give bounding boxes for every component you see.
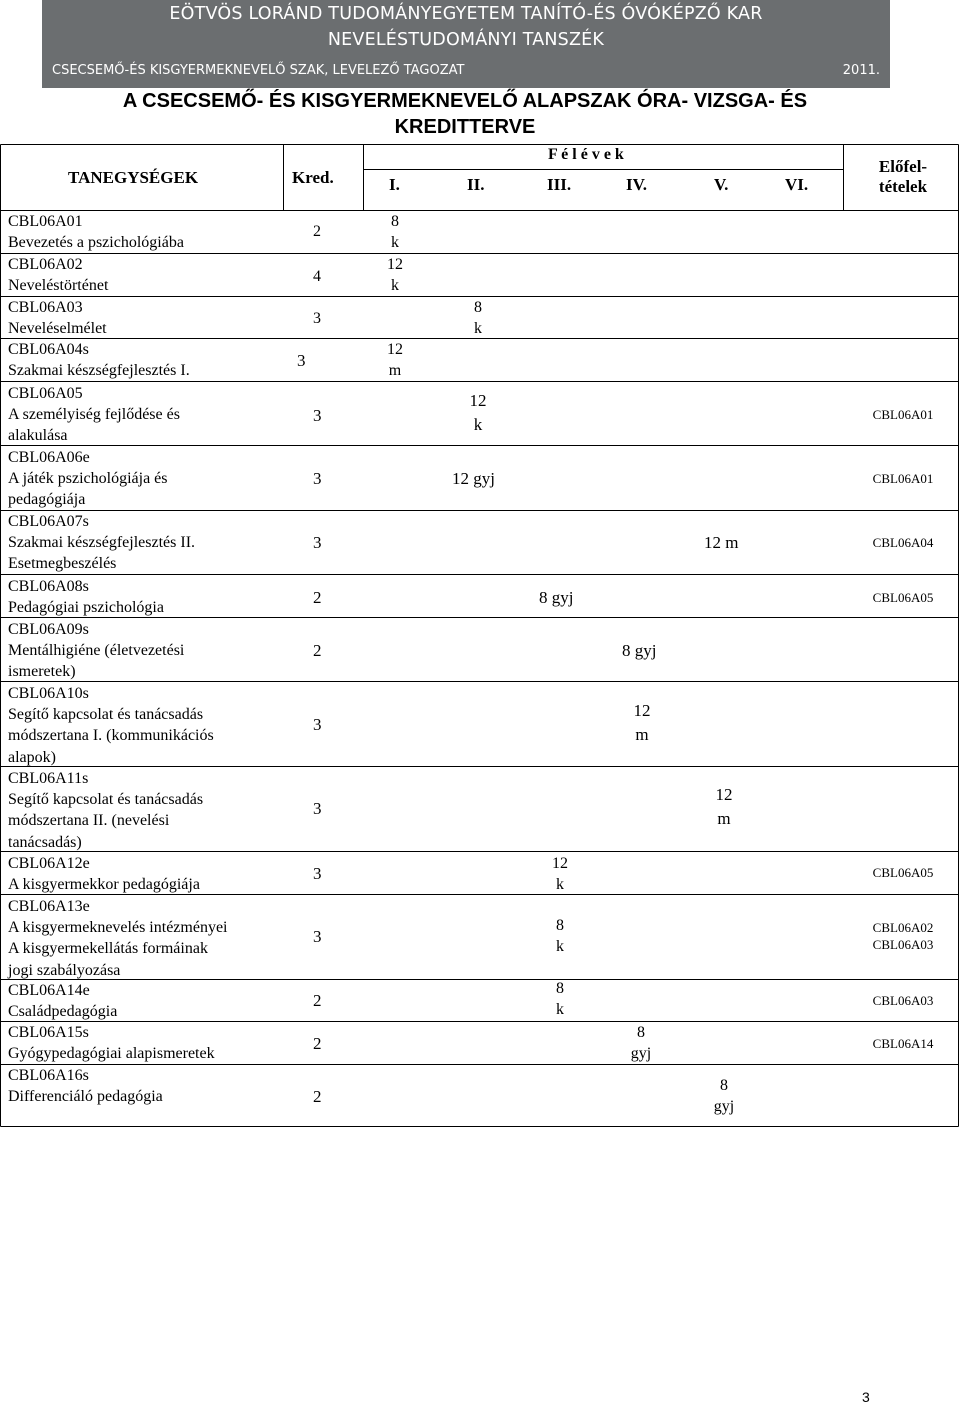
document-title-line1: A CSECSEMŐ- ÉS KISGYERMEKNEVELŐ ALAPSZAK ÓRA- VIZSGA- ÉS	[122, 90, 808, 112]
course-title: Neveléstörténet	[8, 277, 109, 295]
course-title-continued: módszertana I. (kommunikációs	[8, 727, 214, 745]
semester-3-value: 12 k	[552, 855, 568, 893]
course-title-continued: A kisgyermekellátás formáinak	[8, 940, 208, 958]
course-title-continued: alapok)	[8, 748, 56, 766]
semester-1-header: I.	[389, 175, 400, 194]
table-row	[8, 447, 168, 511]
semester-2-value: 12 k	[469, 391, 487, 434]
course-credit: 3	[313, 406, 322, 425]
semester-3-value: 8 gyj	[539, 588, 574, 607]
semester-5-value: 12 m	[715, 785, 733, 828]
course-credit: 3	[313, 864, 322, 883]
course-credit: 2	[313, 991, 322, 1010]
semester-4-value: 8 gyj	[630, 1024, 652, 1062]
course-code: CBL06A11s	[8, 770, 89, 787]
course-credit: 2	[313, 588, 322, 607]
course-credit: 3	[297, 351, 306, 370]
department-name: NEVELÉSTUDOMÁNYI TANSZÉK	[327, 30, 605, 50]
document-title-line2: KREDITTERVE	[394, 116, 536, 138]
course-title: Segítő kapcsolat és tanácsadás	[8, 706, 204, 724]
course-credit: 3	[313, 715, 322, 734]
course-title: Neveléselmélet	[8, 320, 107, 338]
semester-2-header: II.	[467, 175, 485, 194]
semester-5-value: 8 gyj	[713, 1077, 735, 1115]
semester-4-value: 8 gyj	[622, 641, 657, 660]
document-year: 2011.	[842, 63, 880, 78]
table-row	[8, 297, 107, 339]
table-row	[8, 1065, 163, 1107]
table-row	[8, 768, 203, 853]
prerequisite-code: CBL06A14	[872, 1036, 934, 1051]
prerequisites-column-header: Előfel- tételek	[878, 157, 928, 196]
course-title: A kisgyermekkor pedagógiája	[8, 876, 200, 894]
semester-1-value: 12 k	[387, 256, 403, 294]
semester-5-header: V.	[714, 175, 729, 194]
course-code: CBL06A15s	[8, 1024, 89, 1041]
course-code: CBL06A09s	[8, 621, 89, 638]
course-title: Bevezetés a pszichológiába	[8, 234, 184, 252]
course-title-continued: módszertana II. (nevelési	[8, 812, 170, 830]
course-code: CBL06A12e	[8, 855, 90, 872]
table-row	[8, 683, 214, 768]
institution-name: EÖTVÖS LORÁND TUDOMÁNYEGYETEM TANÍTÓ-ÉS ÓVÓKÉPZŐ KAR	[169, 4, 763, 24]
program-name: CSECSEMŐ-ÉS KISGYERMEKNEVELŐ SZAK, LEVELEZŐ TAGOZAT	[52, 63, 465, 78]
course-code: CBL06A02	[8, 256, 83, 273]
table-row	[8, 383, 180, 447]
semester-2-value: 8 k	[474, 299, 482, 337]
course-title: A kisgyermeknevelés intézményei	[8, 919, 228, 937]
table-row	[8, 254, 108, 296]
course-code: CBL06A05	[8, 385, 83, 402]
table-row	[8, 980, 117, 1022]
course-title: Családpedagógia	[8, 1003, 118, 1021]
course-code: CBL06A07s	[8, 513, 89, 530]
credits-column-header: Kred.	[292, 168, 334, 187]
semester-4-header: IV.	[626, 175, 647, 194]
course-title: A személyiség fejlődése és	[8, 406, 180, 424]
prerequisite-code: CBL06A01	[872, 407, 934, 422]
semester-6-header: VI.	[785, 175, 809, 194]
course-title-continued: tanácsadás)	[8, 833, 82, 851]
course-credit: 3	[313, 469, 322, 488]
table-row	[8, 619, 184, 683]
program-line	[52, 63, 880, 78]
table-row	[8, 511, 195, 575]
semester-1-value: 8 k	[391, 213, 399, 251]
course-credit: 3	[313, 927, 322, 946]
course-code: CBL06A04s	[8, 341, 89, 358]
course-title-continued: jogi szabályozása	[8, 961, 121, 979]
course-title: Pedagógiai pszichológia	[8, 599, 164, 617]
course-title: Szakmai készségfejlesztés II.	[8, 534, 196, 552]
prerequisite-code: CBL06A04	[872, 535, 934, 550]
semesters-column-header: F é l é v e k	[548, 146, 624, 163]
prerequisite-code: CBL06A01	[872, 471, 934, 486]
units-column-header: TANEGYSÉGEK	[68, 168, 199, 187]
semester-3-value: 8 k	[556, 917, 564, 955]
course-title: A játék pszichológiája és	[8, 470, 168, 488]
course-title-continued: alakulása	[8, 427, 68, 445]
course-credit: 3	[313, 799, 322, 818]
course-credit: 4	[313, 268, 321, 285]
course-code: CBL06A14e	[8, 982, 90, 999]
semester-1-value: 12 m	[387, 341, 403, 379]
table-row	[8, 1022, 215, 1064]
course-title-continued: Esetmegbeszélés	[8, 555, 117, 573]
course-credit: 2	[313, 641, 322, 660]
course-code: CBL06A03	[8, 299, 83, 316]
course-title: Segítő kapcsolat és tanácsadás	[8, 791, 204, 809]
course-title: Szakmai készségfejlesztés I.	[8, 362, 190, 380]
course-title: Differenciáló pedagógia	[8, 1088, 163, 1106]
prerequisite-code: CBL06A03	[872, 993, 934, 1008]
semester-3-value: 8 k	[556, 980, 564, 1018]
course-code: CBL06A13e	[8, 898, 90, 915]
course-code: CBL06A01	[8, 213, 83, 230]
page-number: 3	[862, 1389, 870, 1405]
prerequisite-code: CBL06A05	[872, 865, 934, 880]
course-code: CBL06A16s	[8, 1067, 89, 1084]
course-credit: 3	[313, 310, 321, 327]
prerequisite-code: CBL06A05	[872, 590, 934, 605]
prerequisite-codes: CBL06A02 CBL06A03	[872, 920, 934, 952]
course-credit: 2	[313, 1087, 322, 1106]
table-row	[8, 211, 184, 253]
semester-3-header: III.	[547, 175, 572, 194]
semester-2-value: 12 gyj	[452, 469, 495, 488]
document-header-band	[42, 0, 890, 88]
table-row	[8, 576, 164, 618]
course-code: CBL06A06e	[8, 449, 90, 466]
table-row	[8, 339, 190, 381]
course-credit: 2	[313, 223, 321, 240]
course-title-continued: pedagógiája	[8, 491, 86, 509]
course-code: CBL06A10s	[8, 685, 89, 702]
course-title: Mentálhigiéne (életvezetési	[8, 642, 185, 660]
course-credit: 2	[313, 1034, 322, 1053]
course-title: Gyógypedagógiai alapismeretek	[8, 1045, 215, 1063]
table-row	[8, 853, 200, 895]
semester-4-value: 12 m	[633, 701, 651, 744]
course-title-continued: ismeretek)	[8, 663, 76, 681]
course-code: CBL06A08s	[8, 578, 89, 595]
course-credit: 3	[313, 533, 322, 552]
semester-4-value: 12 m	[704, 533, 739, 552]
table-row	[8, 896, 227, 981]
